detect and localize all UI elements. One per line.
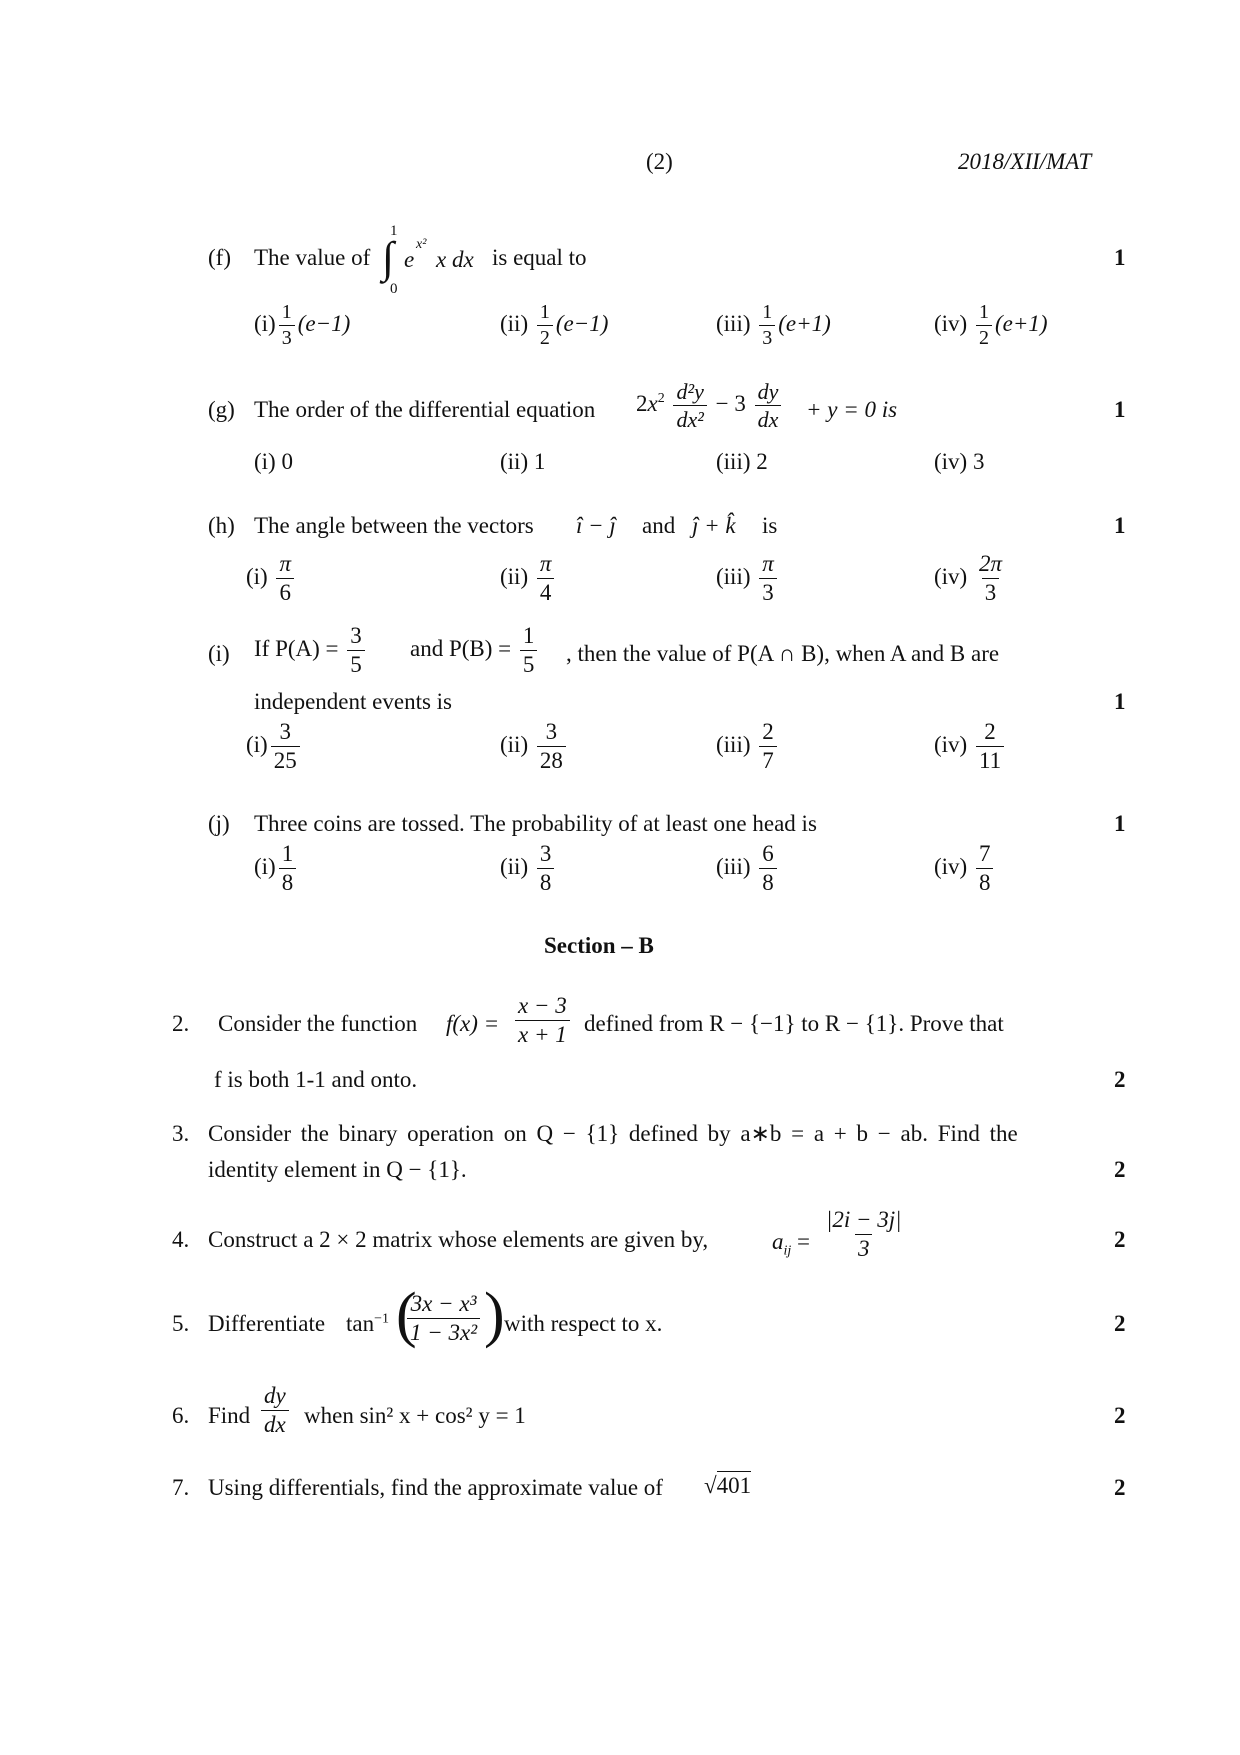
question-text-tail: defined from R − {−1} to R − {1}. Prove that: [584, 1011, 1004, 1036]
marks: 1: [1114, 811, 1126, 836]
question-text: Consider the binary operation on Q − {1} defined by a∗b = a + b − ab. Find the: [208, 1121, 1018, 1146]
question-number: 2.: [172, 1011, 190, 1036]
question-label: (f): [208, 245, 231, 270]
marks: 2: [1114, 1311, 1126, 1336]
question-label: (h): [208, 513, 235, 538]
option-iv: (iv) $\frac{1}{2}$ (e+1): [934, 301, 1048, 349]
square-root: √401: [704, 1473, 752, 1498]
question-number: 3.: [172, 1121, 190, 1146]
question-label: (i): [208, 641, 230, 666]
question-text-line2: f is both 1-1 and onto.: [214, 1067, 418, 1092]
marks: 2: [1114, 1157, 1126, 1182]
question-label: (j): [208, 811, 230, 836]
marks: 1: [1114, 245, 1126, 270]
question-text-line2: identity element in Q − {1}.: [208, 1157, 467, 1182]
question-text: Differentiate: [208, 1311, 326, 1336]
probability-a: If P(A) = $\frac{3}{5}$: [254, 624, 368, 677]
question-text-tail: is equal to: [492, 245, 587, 270]
option-ii: (ii) $\frac{3}{28}$: [500, 720, 569, 773]
right-paren: ): [484, 1281, 505, 1349]
option-iv: (iv) $\frac{2}{11}$: [934, 720, 1007, 773]
question-text: Using differentials, find the approximate value of: [208, 1475, 663, 1500]
differential-equation: $2x^2$ $\frac{\text{d²y}}{\text{dx²}}$ − 3 $\frac{dy}{dx}$: [636, 380, 784, 431]
option-ii: (ii) $\frac{3}{8}$: [500, 842, 557, 895]
left-paren: (: [396, 1281, 417, 1349]
option-i: (i) $\frac{1}{8}$: [254, 842, 299, 895]
option-i: (i) $\frac{\pi}{6}$: [246, 552, 297, 605]
question-text-tail: is: [762, 513, 778, 538]
integral-sign: ∫: [382, 233, 395, 282]
option-iii: (iii) $\frac{2}{7}$: [716, 720, 780, 773]
paper-code: 2018/XII/MAT: [958, 149, 1092, 174]
integrand-base: e: [404, 247, 415, 272]
marks: 1: [1114, 513, 1126, 538]
section-title: Section – B: [544, 933, 654, 958]
question-number: 6.: [172, 1403, 190, 1428]
option-iii: (iii) 2: [716, 449, 768, 474]
question-text-tail: with respect to x.: [504, 1311, 663, 1336]
option-i: (i) 0: [254, 449, 293, 474]
question-text: , then the value of P(A ∩ B), when A and B are: [566, 641, 1000, 666]
integral-lower-limit: 0: [390, 281, 398, 297]
question-text: The order of the differential equation: [254, 397, 596, 422]
marks: 1: [1114, 689, 1126, 714]
question-label: (g): [208, 397, 235, 422]
tan-fraction: $\frac{\text{3x − x³}}{\text{1 − 3x²}}$: [404, 1292, 483, 1345]
question-text: Three coins are tossed. The probability of at least one head is: [254, 811, 817, 836]
inverse-tan: $\tan^{-1}$: [346, 1311, 390, 1336]
question-text: The value of: [254, 245, 371, 270]
marks: 1: [1114, 397, 1126, 422]
vector-2: ĵ + k̂: [692, 513, 736, 538]
option-ii: (ii) $\frac{\pi}{4}$: [500, 552, 557, 605]
conjunction: and: [642, 513, 676, 538]
question-text-line2: independent events is: [254, 689, 453, 714]
question-number: 4.: [172, 1227, 190, 1252]
option-iii: (iii) $\frac{1}{3}$ (e+1): [716, 301, 831, 349]
integrand: x dx: [436, 247, 474, 272]
question-text: Construct a 2 × 2 matrix whose elements are given by,: [208, 1227, 709, 1252]
matrix-element: $a_{ij}$ =: [772, 1229, 811, 1259]
vector-1: î − ĵ: [576, 513, 616, 538]
question-text-tail: when sin² x + cos² y = 1: [304, 1403, 526, 1428]
marks: 2: [1114, 1475, 1126, 1500]
question-number: 7.: [172, 1475, 190, 1500]
page-number: (2): [646, 149, 673, 174]
option-iv: (iv) 3: [934, 449, 985, 474]
integrand-exponent: x²: [416, 237, 427, 252]
marks: 2: [1114, 1403, 1126, 1428]
function-name: f(x) =: [446, 1011, 500, 1036]
integral-upper-limit: 1: [390, 223, 398, 239]
option-iii: (iii) $\frac{\pi}{3}$: [716, 552, 780, 605]
element-fraction: $\frac{|2i - 3j|}{3}$: [826, 1207, 902, 1262]
equation-tail: + y = 0 is: [806, 397, 898, 422]
question-text: Find: [208, 1403, 251, 1428]
question-text: Consider the function: [218, 1011, 418, 1036]
option-iv: (iv) $\frac{7}{8}$: [934, 842, 996, 895]
question-text: The angle between the vectors: [254, 513, 534, 538]
option-i: (i) $\frac{3}{25}$: [246, 720, 303, 773]
option-i: (i) $\frac{1}{3}$ (e−1): [254, 301, 351, 349]
marks: 2: [1114, 1067, 1126, 1092]
option-iii: (iii) $\frac{6}{8}$: [716, 842, 780, 895]
derivative-fraction: $\frac{dy}{dx}$: [258, 1384, 292, 1437]
marks: 2: [1114, 1227, 1126, 1252]
question-number: 5.: [172, 1311, 190, 1336]
option-ii: (ii) 1: [500, 449, 546, 474]
option-ii: (ii) $\frac{1}{2}$ (e−1): [500, 301, 609, 349]
option-iv: (iv) $\frac{2\pi}{3}$: [934, 551, 1002, 606]
function-fraction: $\frac{x - 3}{x + 1}$: [512, 994, 573, 1047]
probability-b: and P(B) = $\frac{1}{5}$: [410, 624, 540, 677]
